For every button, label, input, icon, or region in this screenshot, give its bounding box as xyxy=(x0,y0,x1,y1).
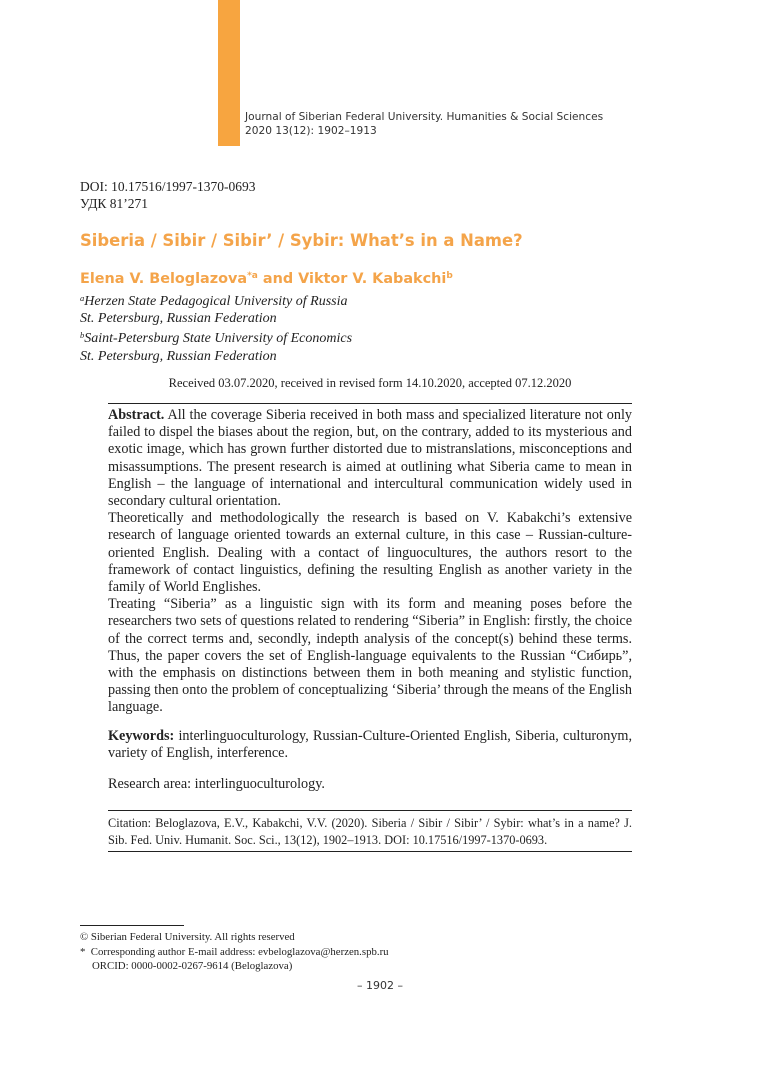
affiliation-b xyxy=(80,327,352,347)
journal-name: Journal of Siberian Federal University. Humanities & Social Sciences xyxy=(245,111,604,123)
copyright-note: © Siberian Federal University. All rights reserved xyxy=(80,931,295,943)
abstract xyxy=(108,407,632,717)
abstract-top-rule xyxy=(108,403,632,404)
affil-b-mark: b xyxy=(80,330,85,341)
corresponding-author-note: * Corresponding author E-mail address: evbeloglazova@herzen.spb.ru xyxy=(80,945,389,958)
abstract-label: Abstract. xyxy=(108,407,165,423)
authors-line xyxy=(80,271,453,287)
abstract-paragraph-1 xyxy=(108,407,632,510)
abstract-paragraph-2: Theoretically and methodologically the research is based on V. Kabakchi’s extensive research of language oriented towards an external culture, in this case – Russian-culture-oriented English. Dealing with a contact of linguocultures, the authors resort to the framework of contact linguistics, defining the resulting English as another variety in the family of World Englishes. xyxy=(108,510,632,596)
author-beloglazova: Elena V. Beloglazova xyxy=(80,271,248,287)
article-identifiers xyxy=(80,178,256,212)
abstract-text-1: All the coverage Siberia received in both mass and specialized literature not only failed to dispel the biases about the region, but, on the contrary, added to its mysterious and exotic image, which has grown further distorted due to mistranslations, misconceptions and misassumptions. The present research is aimed at outlining what Siberia came to mean in English – the language of international and intercultural communication widely used in secondary cultural orientation. xyxy=(108,407,632,510)
orcid-note: ORCID: 0000-0002-0267-9614 (Beloglazova) xyxy=(92,960,293,972)
abstract-paragraph-3: Treating “Siberia” as a linguistic sign with its form and meaning poses before the researchers two sets of questions related to rendering “Siberia” in English: firstly, the choice of the correct terms and, secondly, indepth analysis of the concept(s) behind these terms. Thus, the paper covers the set of English-language equivalents to the Russian “Сибирь”, with the emphasis on distinctions between them in both meaning and stylistic function, passing then onto the problem of conceptualizing ‘Siberia’ through the means of the English language. xyxy=(108,596,632,716)
doi: DOI: 10.17516/1997-1370-0693 xyxy=(80,179,256,194)
authors-conjunction: and xyxy=(257,271,299,287)
footnote-rule xyxy=(80,925,184,926)
keywords-label: Keywords: xyxy=(108,728,175,744)
received-dates: Received 03.07.2020, received in revised form 14.10.2020, accepted 07.12.2020 xyxy=(168,376,572,390)
article-title: Siberia / Sibir / Sibir’ / Sybir: What’s in a Name? xyxy=(80,231,523,250)
journal-issue: 2020 13(12): 1902–1913 xyxy=(245,125,377,137)
affiliations xyxy=(80,290,352,365)
affiliation-a xyxy=(80,290,352,310)
author2-affil-mark: b xyxy=(446,271,453,281)
affil-a-mark: a xyxy=(80,293,85,303)
citation-bottom-rule xyxy=(108,851,632,852)
research-area: Research area: interlinguoculturology. xyxy=(108,776,325,792)
affil-a-city: St. Petersburg, Russian Federation xyxy=(80,311,277,327)
citation: Citation: Beloglazova, E.V., Kabakchi, V.V. (2020). Siberia / Sibir / Sibir’ / Sybir: what’s in a name? J. Sib. Fed. Univ. Humanit. Soc. Sci., 13(12), 1902–1913. DOI: 10.17516/1997-1370-0693. xyxy=(108,816,632,847)
author-kabakchi: Viktor V. Kabakchi xyxy=(298,271,447,287)
affil-b-name: Saint-Petersburg State University of Economics xyxy=(84,331,353,347)
journal-header xyxy=(245,110,603,138)
keywords xyxy=(108,728,632,762)
footnotes xyxy=(80,930,389,974)
udk: УДК 81’271 xyxy=(80,196,149,211)
citation-top-rule xyxy=(108,810,632,811)
orange-accent-bar xyxy=(218,0,240,146)
author1-affil-mark: *a xyxy=(247,271,258,281)
affil-a-name: Herzen State Pedagogical University of Russia xyxy=(84,294,348,309)
affil-b-city: St. Petersburg, Russian Federation xyxy=(80,348,277,364)
page-number: – 1902 – xyxy=(357,979,403,992)
keywords-text: interlinguoculturology, Russian-Culture-Oriented English, Siberia, culturonym, variety of English, interference. xyxy=(108,728,632,762)
